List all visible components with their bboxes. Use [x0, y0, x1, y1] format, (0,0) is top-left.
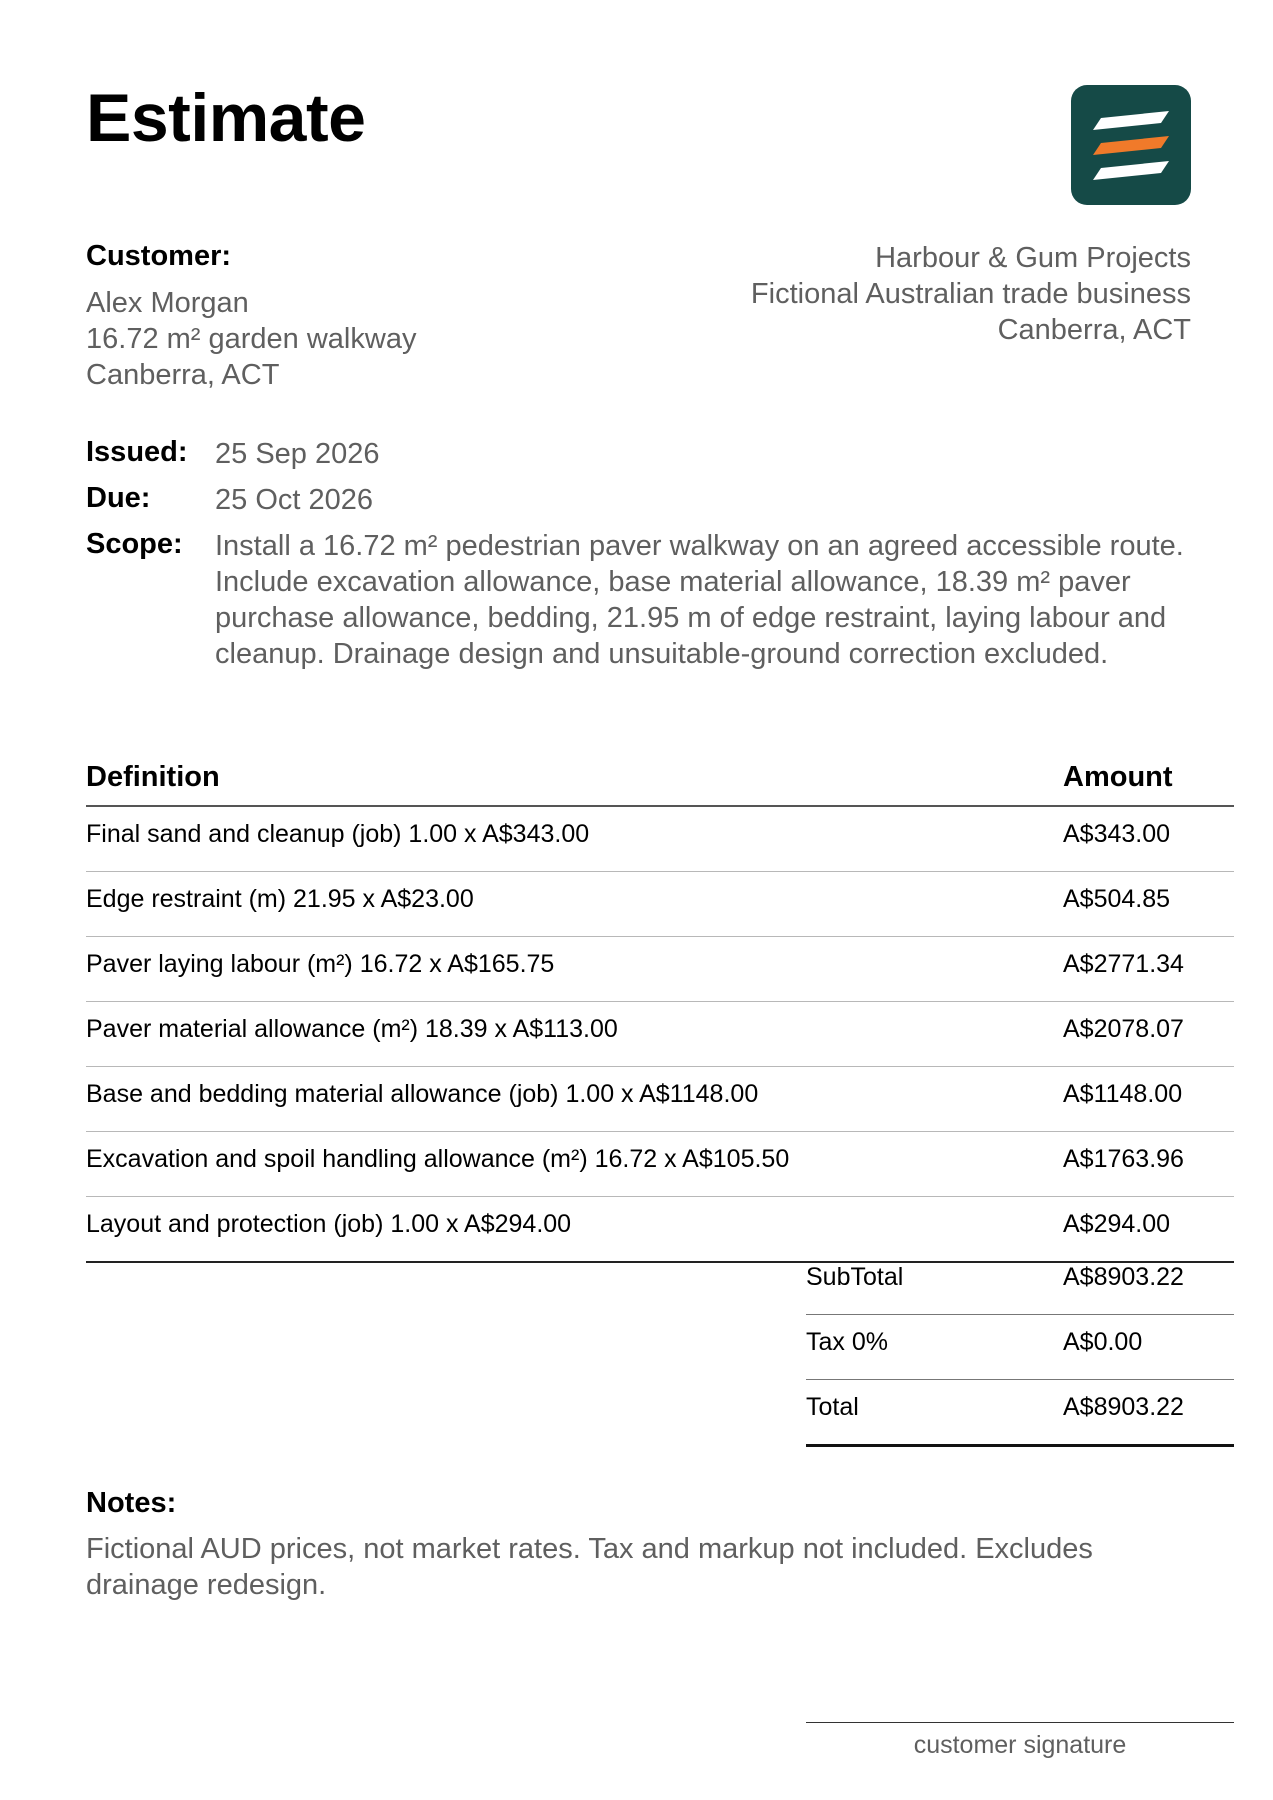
item-amount: A$294.00 [1063, 1210, 1171, 1238]
table-header [86, 757, 1234, 807]
item-amount: A$504.85 [1063, 885, 1171, 913]
notes-text: Fictional AUD prices, not market rates. Tax and markup not included. Excludes drainage redesign. [86, 1533, 1093, 1601]
signature-label: customer signature [913, 1731, 1127, 1759]
item-definition: Paver laying labour (m²) 16.72 x A$165.75 [86, 950, 555, 978]
due-label: Due: [86, 482, 151, 514]
total-label: Total [806, 1393, 859, 1421]
customer-location: Canberra, ACT [86, 359, 280, 391]
table-row [86, 807, 1234, 872]
notes-label: Notes: [86, 1487, 177, 1519]
item-definition: Paver material allowance (m²) 18.39 x A$113.00 [86, 1015, 618, 1043]
subtotal-label: SubTotal [806, 1263, 904, 1291]
item-amount: A$2771.34 [1063, 950, 1184, 978]
table-row [86, 1132, 1234, 1197]
business-name: Harbour & Gum Projects [875, 242, 1191, 274]
customer-details [86, 285, 416, 393]
subtotal-row [806, 1250, 1234, 1315]
item-amount: A$2078.07 [1063, 1015, 1184, 1043]
customer-name: Alex Morgan [86, 287, 249, 319]
document-title: Estimate [86, 80, 366, 156]
amount-header: Amount [1063, 761, 1173, 793]
table-row [86, 937, 1234, 1002]
totals-block [806, 1250, 1234, 1447]
issued-date: 25 Sep 2026 [215, 438, 380, 470]
item-definition: Excavation and spoil handling allowance (m²) 16.72 x A$105.50 [86, 1145, 790, 1173]
tax-value: A$0.00 [1063, 1328, 1143, 1356]
item-amount: A$1763.96 [1063, 1145, 1184, 1173]
definition-header: Definition [86, 761, 220, 793]
item-definition: Layout and protection (job) 1.00 x A$294.00 [86, 1210, 572, 1238]
customer-label: Customer: [86, 240, 232, 272]
customer-project: 16.72 m² garden walkway [86, 323, 417, 355]
due-date: 25 Oct 2026 [215, 484, 373, 516]
total-row [806, 1380, 1234, 1447]
tax-label: Tax 0% [806, 1328, 888, 1356]
line-items-table [86, 757, 1234, 1263]
item-definition: Edge restraint (m) 21.95 x A$23.00 [86, 885, 474, 913]
item-amount: A$1148.00 [1063, 1080, 1183, 1108]
item-definition: Base and bedding material allowance (job) 1.00 x A$1148.00 [86, 1080, 759, 1108]
stacked-pavers-logo-icon [1071, 85, 1191, 205]
total-value: A$8903.22 [1063, 1393, 1184, 1421]
business-description: Fictional Australian trade business [750, 278, 1191, 310]
business-details [751, 240, 1191, 348]
table-row [86, 872, 1234, 937]
table-row [86, 1002, 1234, 1067]
scope-text: Install a 16.72 m² pedestrian paver walkway on an agreed accessible route. Include excavation allowance, base material allowance, 18.39 m² paver purchase allowance, bedding, 21.95 m of edge restraint, laying labour and cleanup. Drainage design and unsuitable-ground correction excluded. [215, 530, 1184, 670]
subtotal-value: A$8903.22 [1063, 1263, 1184, 1291]
item-amount: A$343.00 [1063, 820, 1171, 848]
issued-label: Issued: [86, 436, 188, 468]
tax-row [806, 1315, 1234, 1380]
scope-label: Scope: [86, 528, 183, 560]
signature-line [806, 1722, 1234, 1723]
company-logo [1071, 85, 1191, 205]
item-definition: Final sand and cleanup (job) 1.00 x A$343.00 [86, 820, 590, 848]
table-row [86, 1067, 1234, 1132]
business-location: Canberra, ACT [997, 314, 1191, 346]
